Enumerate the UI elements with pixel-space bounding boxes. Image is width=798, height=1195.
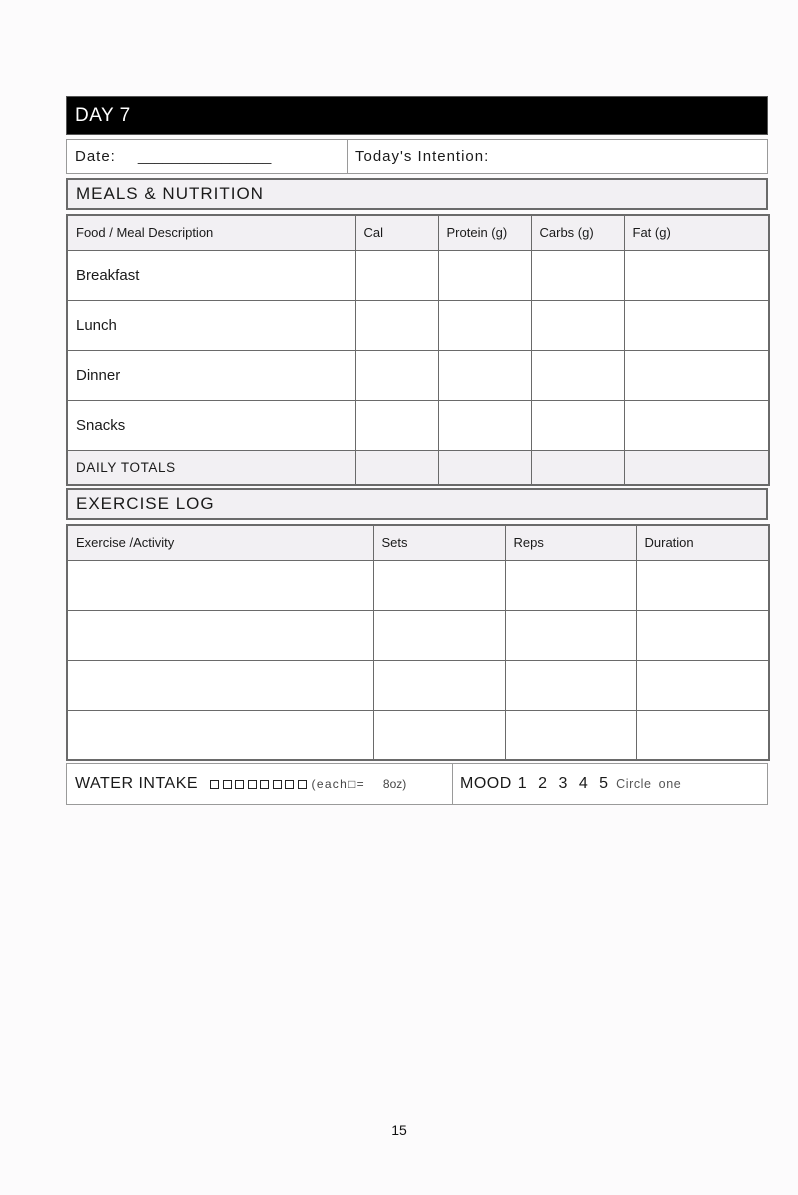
cal-cell[interactable]: [355, 400, 438, 450]
mood-scale[interactable]: 1 2 3 4 5: [517, 775, 611, 792]
activity-cell[interactable]: [67, 560, 373, 610]
sets-cell[interactable]: [373, 660, 505, 710]
col-header-protein: Protein (g): [438, 215, 531, 250]
exercise-row: [67, 660, 769, 710]
carbs-cell[interactable]: [531, 250, 624, 300]
reps-cell[interactable]: [505, 710, 636, 760]
water-checkbox[interactable]: [235, 780, 244, 789]
cal-cell[interactable]: [355, 350, 438, 400]
water-mood-row: [66, 763, 768, 805]
date-intention-row: [66, 139, 768, 174]
protein-cell[interactable]: [438, 300, 531, 350]
cal-cell[interactable]: [355, 300, 438, 350]
duration-cell[interactable]: [636, 610, 769, 660]
meal-label-breakfast[interactable]: Breakfast: [67, 250, 355, 300]
mood-note: Circle one: [616, 777, 682, 791]
protein-cell[interactable]: [438, 400, 531, 450]
date-label: Date:: [75, 148, 116, 165]
total-fat-cell[interactable]: [624, 450, 769, 485]
meal-row-lunch: [67, 300, 769, 350]
meal-row-breakfast: [67, 250, 769, 300]
carbs-cell[interactable]: [531, 400, 624, 450]
total-carbs-cell[interactable]: [531, 450, 624, 485]
water-checkbox[interactable]: [210, 780, 219, 789]
meal-row-snacks: [67, 400, 769, 450]
water-checkbox[interactable]: [223, 780, 232, 789]
date-blank: ________________: [137, 148, 272, 165]
activity-cell[interactable]: [67, 610, 373, 660]
activity-cell[interactable]: [67, 710, 373, 760]
page-number: 15: [391, 1122, 407, 1138]
water-intake-cell: [67, 764, 453, 804]
exercise-row: [67, 610, 769, 660]
col-header-duration: Duration: [636, 525, 769, 560]
col-header-fat: Fat (g): [624, 215, 769, 250]
water-checkbox[interactable]: [285, 780, 294, 789]
water-checkbox[interactable]: [298, 780, 307, 789]
meal-row-dinner: [67, 350, 769, 400]
water-checkboxes: [210, 780, 307, 789]
fat-cell[interactable]: [624, 350, 769, 400]
activity-cell[interactable]: [67, 660, 373, 710]
duration-cell[interactable]: [636, 710, 769, 760]
total-protein-cell[interactable]: [438, 450, 531, 485]
water-oz: 8oz): [382, 777, 407, 791]
carbs-cell[interactable]: [531, 300, 624, 350]
fat-cell[interactable]: [624, 300, 769, 350]
meals-section-title: MEALS & NUTRITION: [66, 178, 768, 210]
water-checkbox[interactable]: [273, 780, 282, 789]
total-cal-cell[interactable]: [355, 450, 438, 485]
exercise-row: [67, 560, 769, 610]
daily-totals-row: [67, 450, 769, 485]
meal-label-lunch[interactable]: Lunch: [67, 300, 355, 350]
exercise-section-title: EXERCISE LOG: [66, 488, 768, 520]
col-header-reps: Reps: [505, 525, 636, 560]
col-header-sets: Sets: [373, 525, 505, 560]
carbs-cell[interactable]: [531, 350, 624, 400]
meal-label-snacks[interactable]: Snacks: [67, 400, 355, 450]
meals-table: [66, 214, 770, 486]
daily-totals-label: DAILY TOTALS: [67, 450, 355, 485]
water-checkbox[interactable]: [248, 780, 257, 789]
water-note: (each□=: [311, 777, 365, 791]
date-cell[interactable]: [67, 140, 348, 173]
duration-cell[interactable]: [636, 560, 769, 610]
exercise-table: [66, 524, 770, 761]
protein-cell[interactable]: [438, 350, 531, 400]
water-intake-label: WATER INTAKE: [75, 775, 199, 792]
sets-cell[interactable]: [373, 560, 505, 610]
col-header-food: Food / Meal Description: [67, 215, 355, 250]
exercise-header-row: [67, 525, 769, 560]
mood-label: MOOD: [460, 775, 512, 792]
exercise-row: [67, 710, 769, 760]
reps-cell[interactable]: [505, 660, 636, 710]
intention-cell[interactable]: [348, 140, 767, 173]
fat-cell[interactable]: [624, 250, 769, 300]
meals-header-row: [67, 215, 769, 250]
sets-cell[interactable]: [373, 710, 505, 760]
col-header-activity: Exercise /Activity: [67, 525, 373, 560]
sets-cell[interactable]: [373, 610, 505, 660]
col-header-carbs: Carbs (g): [531, 215, 624, 250]
protein-cell[interactable]: [438, 250, 531, 300]
duration-cell[interactable]: [636, 660, 769, 710]
col-header-cal: Cal: [355, 215, 438, 250]
water-checkbox[interactable]: [260, 780, 269, 789]
cal-cell[interactable]: [355, 250, 438, 300]
day-title: DAY 7: [66, 96, 768, 135]
intention-label: Today's Intention:: [355, 148, 490, 165]
reps-cell[interactable]: [505, 560, 636, 610]
reps-cell[interactable]: [505, 610, 636, 660]
fat-cell[interactable]: [624, 400, 769, 450]
meal-label-dinner[interactable]: Dinner: [67, 350, 355, 400]
mood-cell: [453, 775, 767, 793]
